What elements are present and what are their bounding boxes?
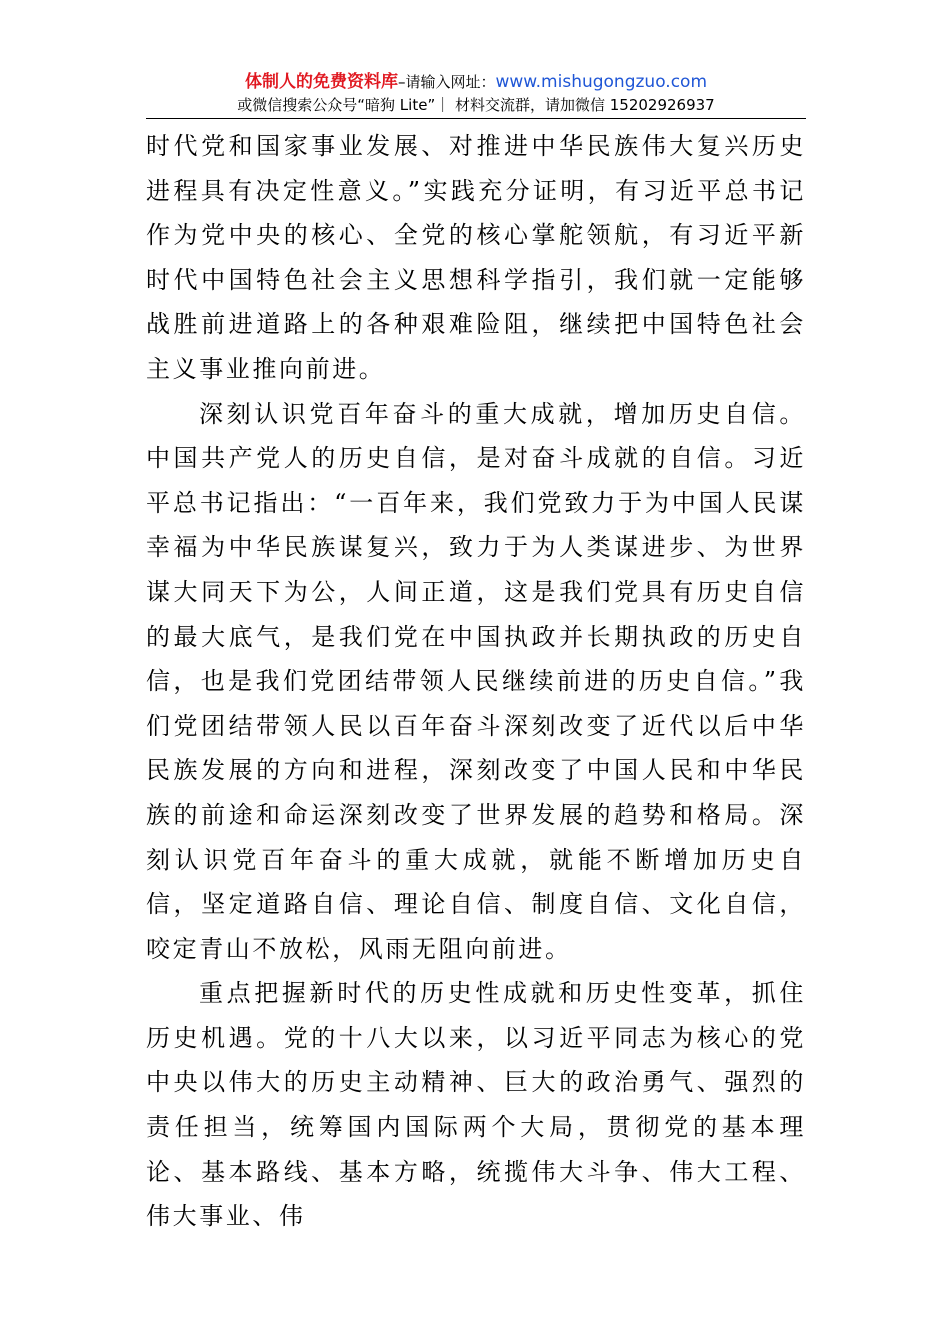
paragraph-continuation: 时代党和国家事业发展、对推进中华民族伟大复兴历史进程具有决定性意义。”实践充分证明，有习近平总书记作为党中央的核心、全党的核心掌舵领航，有习近平新时代中国特色社会主义思想科学指引，我们就一定能够战胜前进道路上的各种艰难险阻，继续把中国特色社会主义事业推向前进。 (146, 132, 806, 383)
header-wechat-line: 或微信搜索公众号“暗狗 Lite”｜ 材料交流群，请加微信 15202926937 (237, 96, 715, 114)
paragraph-historical-confidence: 深刻认识党百年奋斗的重大成就，增加历史自信。中国共产党人的历史自信，是对奋斗成就的自信。习近平总书记指出：“一百年来，我们党致力于为中国人民谋幸福为中华民族谋复兴，致力于为人类谋进步、为世界谋大同天下为公，人间正道，这是我们党具有历史自信的最大底气，是我们党在中国执政并长期执政的历史自信，也是我们党团结带领人民继续前进的历史自信。”我们党团结带领人民以百年奋斗深刻改变了近代以后中华民族发展的方向和进程，深刻改变了中国人民和中华民族的前途和命运深刻改变了世界发展的趋势和格局。深刻认识党百年奋斗的重大成就，就能不断增加历史自信，坚定道路自信、理论自信、制度自信、文化自信，咬定青山不放松，风雨无阻向前进。 (146, 399, 806, 963)
page-header (146, 70, 806, 116)
header-promo-line (146, 70, 806, 94)
header-divider (146, 118, 806, 119)
header-url-link[interactable]: www.mishugongzuo.com (495, 72, 708, 92)
document-body (146, 124, 806, 1239)
paragraph-new-era-achievements: 重点把握新时代的历史性成就和历史性变革，抓住历史机遇。党的十八大以来，以习近平同志为核心的党中央以伟大的历史主动精神、巨大的政治勇气、强烈的责任担当，统筹国内国际两个大局，贯彻党的基本理论、基本路线、基本方略，统揽伟大斗争、伟大工程、伟大事业、伟 (146, 979, 806, 1231)
header-url-prompt: –请输入网址： (397, 73, 496, 91)
header-brand: 体制人的免费资料库 (244, 72, 398, 92)
